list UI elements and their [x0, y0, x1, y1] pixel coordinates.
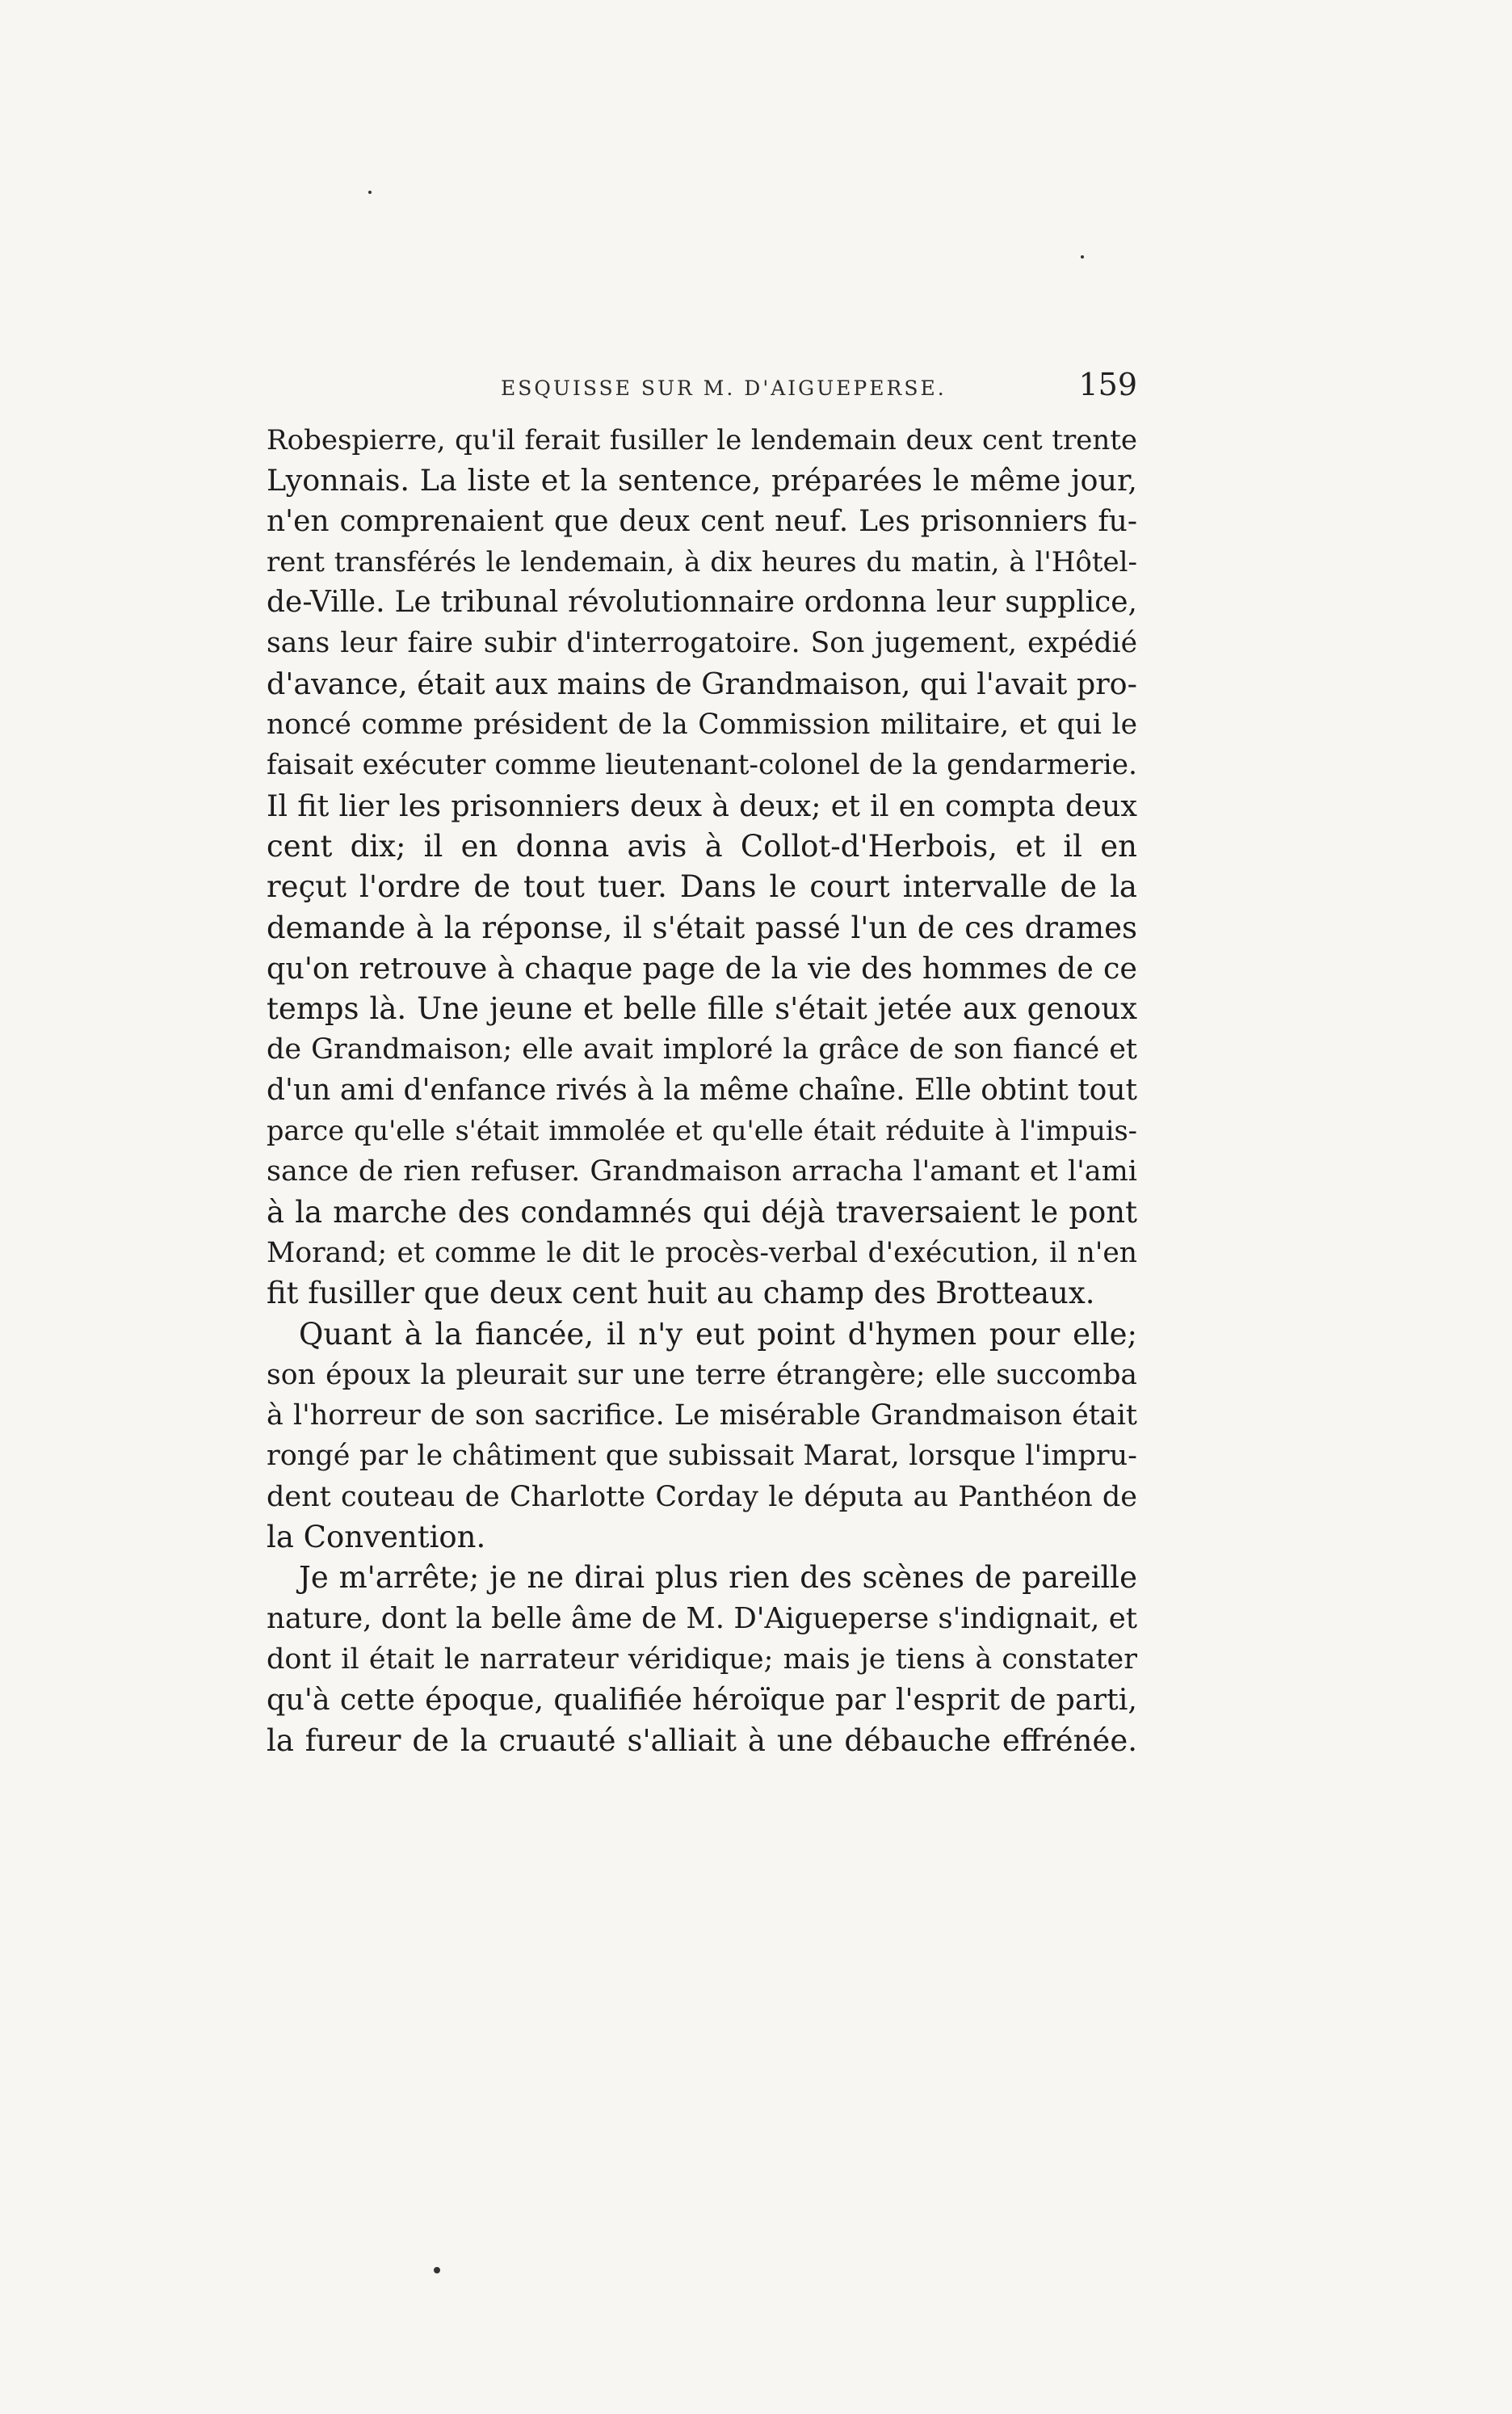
- text-line: Robespierre, qu'il ferait fusiller le lendemain deux cent trente: [267, 424, 1137, 456]
- running-title: ESQUISSE SUR M. D'AIGUEPERSE.: [501, 376, 947, 400]
- text-line: dont il était le narrateur véridique; mais je tiens à constater: [267, 1642, 1137, 1676]
- text-line: Morand; et comme le dit le procès-verbal d'exécution, il n'en: [267, 1236, 1137, 1269]
- text-line: noncé comme président de la Commission militaire, et qui le: [267, 709, 1137, 742]
- text-line: faisait exécuter comme lieutenant-colonel de la gendarmerie.: [267, 749, 1137, 782]
- text-line: la fureur de la cruauté s'alliait à une débauche effrénée.: [267, 1722, 1137, 1758]
- body-text: [267, 420, 1137, 1761]
- paragraph-3: [267, 1558, 1137, 1760]
- text-line: Je m'arrête; je ne dirai plus rien des scènes de pareille: [299, 1560, 1137, 1596]
- text-line: la Convention.: [267, 1520, 486, 1555]
- page-number: 159: [1078, 367, 1137, 402]
- text-line: d'un ami d'enfance rivés à la même chaîne. Elle obtint tout: [267, 1073, 1137, 1107]
- page-header: [267, 365, 1137, 414]
- text-line: dent couteau de Charlotte Corday le députa au Panthéon de: [267, 1480, 1137, 1513]
- ink-speck: [1081, 255, 1084, 259]
- text-line: demande à la réponse, il s'était passé l'un de ces drames: [267, 910, 1137, 945]
- text-line: n'en comprenaient que deux cent neuf. Les prisonniers fu-: [267, 504, 1137, 538]
- text-line: reçut l'ordre de tout tuer. Dans le court intervalle de la: [267, 869, 1137, 905]
- paragraph-2: [267, 1314, 1137, 1558]
- text-line: fit fusiller que deux cent huit au champ des Brotteaux.: [267, 1276, 1095, 1311]
- paragraph-1: [267, 420, 1137, 1314]
- text-line: de-Ville. Le tribunal révolutionnaire ordonna leur supplice,: [267, 586, 1137, 620]
- text-line: d'avance, était aux mains de Grandmaison, qui l'avait pro-: [267, 666, 1137, 701]
- ink-speck: [368, 191, 372, 194]
- text-line: à l'horreur de son sacrifice. Le misérable Grandmaison était: [267, 1399, 1137, 1432]
- text-line: Il fit lier les prisonniers deux à deux; et il en compta deux: [267, 788, 1137, 823]
- text-line: à la marche des condamnés qui déjà traversaient le pont: [267, 1194, 1137, 1230]
- text-line: rent transférés le lendemain, à dix heures du matin, à l'Hôtel-: [267, 545, 1137, 578]
- text-line: qu'on retrouve à chaque page de la vie des hommes de ce: [267, 950, 1137, 986]
- text-line: nature, dont la belle âme de M. D'Aigueperse s'indignait, et: [267, 1601, 1137, 1635]
- text-line: Lyonnais. La liste et la sentence, préparées le même jour,: [267, 463, 1137, 498]
- text-line: sance de rien refuser. Grandmaison arracha l'amant et l'ami: [267, 1155, 1137, 1188]
- text-line: son époux la pleurait sur une terre étrangère; elle succomba: [267, 1358, 1137, 1391]
- text-line: cent dix; il en donna avis à Collot-d'Herbois, et il en: [267, 828, 1137, 864]
- text-line: temps là. Une jeune et belle fille s'était jetée aux genoux: [267, 991, 1137, 1027]
- text-line: de Grandmaison; elle avait imploré la grâce de son fiancé et: [267, 1033, 1137, 1066]
- text-line: qu'à cette époque, qualifiée héroïque par l'esprit de parti,: [267, 1682, 1137, 1718]
- text-line: parce qu'elle s'était immolée et qu'elle était réduite à l'impuis-: [267, 1115, 1137, 1147]
- text-line: rongé par le châtiment que subissait Marat, lorsque l'impru-: [267, 1440, 1137, 1473]
- text-line: Quant à la fiancée, il n'y eut point d'hymen pour elle;: [299, 1316, 1137, 1352]
- text-line: sans leur faire subir d'interrogatoire. Son jugement, expédié: [267, 627, 1137, 660]
- ink-speck: [434, 2267, 440, 2273]
